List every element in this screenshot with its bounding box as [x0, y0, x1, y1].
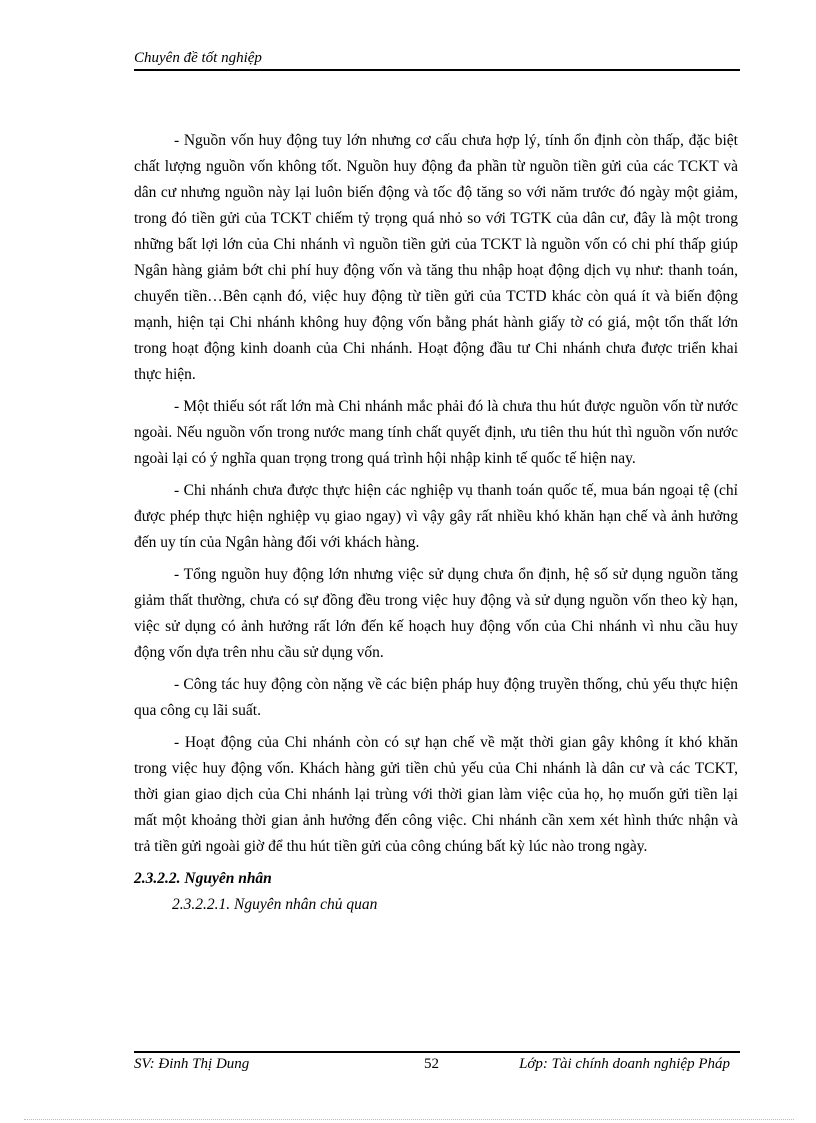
- footer-page-number: 52: [424, 1056, 439, 1072]
- page-header: [134, 48, 740, 71]
- footer-row: [134, 1056, 740, 1080]
- paragraph-6: - Hoạt động của Chi nhánh còn có sự hạn chế về mặt thời gian gây không ít khó khăn trong việc huy động vốn. Khách hàng gửi tiền chủ yếu của Chi nhánh là dân cư và các TCKT, thời gian giao dịch của Chi nhánh lại trùng với thời gian làm việc của họ, họ muốn gửi tiền lại mất một khoảng thời gian ảnh hưởng đến công việc. Chi nhánh cần xem xét hình thức nhận và trả tiền gửi ngoài giờ để thu hút tiền gửi của công chúng bất kỳ lúc nào trong ngày.: [134, 734, 738, 855]
- paragraph-1: - Nguồn vốn huy động tuy lớn nhưng cơ cấu chưa hợp lý, tính ổn định còn thấp, đặc biệt chất lượng nguồn vốn không tốt. Nguồn huy động đa phần từ nguồn tiền gửi của các TCKT và dân cư nhưng nguồn này lại luôn biến động và tốc độ tăng so với năm trước đó ngày một giảm, trong đó tiền gửi của TCKT chiếm tỷ trọng quá nhỏ so với TGTK của dân cư, đây là một trong những bất lợi lớn của Chi nhánh vì nguồn tiền gửi của TCKT là nguồn vốn có chi phí thấp giúp Ngân hàng giảm bớt chi phí huy động vốn và tăng thu nhập hoạt động dịch vụ như: thanh toán, chuyển tiền…Bên cạnh đó, việc huy động từ tiền gửi của TCTD khác còn quá ít và biến động mạnh, hiện tại Chi nhánh không huy động vốn bằng phát hành giấy tờ có giá, một tổn thất lớn trong hoạt động kinh doanh của Chi nhánh. Hoạt động đầu tư Chi nhánh chưa được triển khai thực hiện.: [134, 132, 738, 383]
- header-rule: [134, 69, 740, 71]
- section-subheading: 2.3.2.2.1. Nguyên nhân chủ quan: [172, 896, 378, 913]
- paragraph-5: - Công tác huy động còn nặng về các biện pháp huy động truyền thống, chủ yếu thực hiện qua công cụ lãi suất.: [134, 676, 738, 719]
- page-body: [134, 128, 738, 918]
- header-title: Chuyên đề tốt nghiệp: [134, 50, 262, 66]
- footer-student: SV: Đinh Thị Dung: [134, 1056, 250, 1072]
- footer-rule: [134, 1051, 740, 1053]
- paragraph-2: - Một thiếu sót rất lớn mà Chi nhánh mắc phải đó là chưa thu hút được nguồn vốn từ nước ngoài. Nếu nguồn vốn trong nước mang tính chất quyết định, ưu tiên thu hút thì nguồn vốn nước ngoài lại có ý nghĩa quan trọng trong quá trình hội nhập kinh tế quốc tế hiện nay.: [134, 398, 738, 467]
- footer-class: Lớp: Tài chính doanh nghiệp Pháp: [519, 1056, 730, 1072]
- paragraph-4: - Tổng nguồn huy động lớn nhưng việc sử dụng chưa ổn định, hệ số sử dụng nguồn tăng giảm thất thường, chưa có sự đồng đều trong việc huy động và sử dụng nguồn vốn theo kỳ hạn, việc sử dụng có ảnh hưởng rất lớn đến kế hoạch huy động vốn của Chi nhánh vì nhu cầu huy động vốn dựa trên nhu cầu sử dụng vốn.: [134, 566, 738, 661]
- section-heading: 2.3.2.2. Nguyên nhân: [134, 870, 272, 887]
- page-bottom-border: [24, 1119, 794, 1120]
- paragraph-3: - Chi nhánh chưa được thực hiện các nghiệp vụ thanh toán quốc tế, mua bán ngoại tệ (chỉ được phép thực hiện nghiệp vụ giao ngay) vì vậy gây rất nhiều khó khăn hạn chế và ảnh hưởng đến uy tín của Ngân hàng đối với khách hàng.: [134, 482, 738, 551]
- page-footer: [134, 1051, 740, 1080]
